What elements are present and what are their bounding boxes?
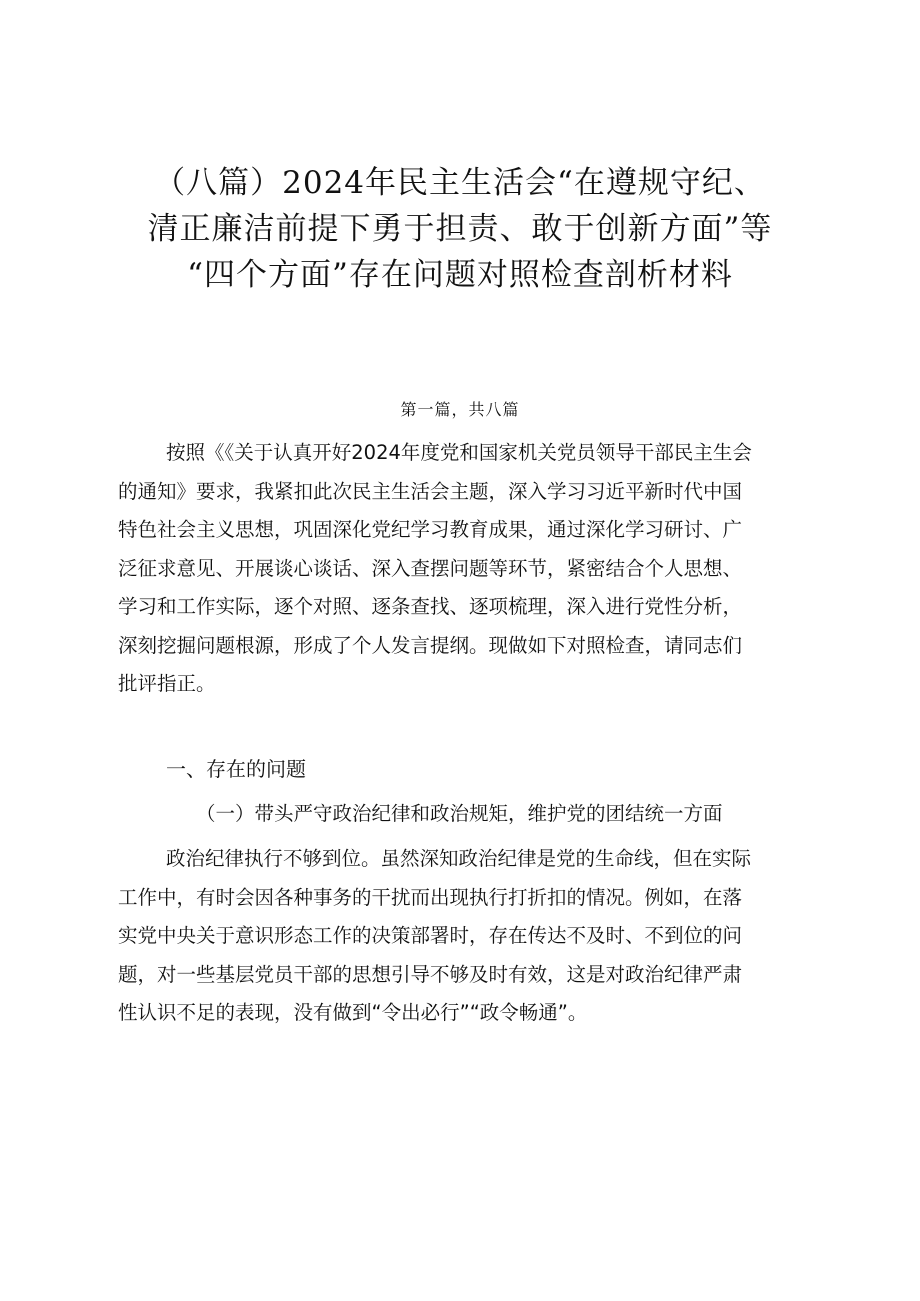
- title-line-1: （八篇）2024年民主生活会“在遵规守纪、: [154, 165, 766, 201]
- problem-paragraph: [118, 840, 813, 1033]
- paragraph-line: 实党中央关于意识形态工作的决策部署时，存在传达不及时、不到位的问: [118, 924, 743, 947]
- paragraph-line: 按照《《关于认真开好2024年度党和国家机关党员领导干部民主生会: [166, 441, 752, 464]
- paragraph-line: 题，对一些基层党员干部的思想引导不够及时有效，这是对政治纪律严肃: [118, 962, 743, 986]
- paragraph-line: 政治纪律执行不够到位。虽然深知政治纪律是党的生命线，但在实际: [166, 847, 752, 870]
- paragraph-line: 批评指正。: [118, 672, 216, 695]
- paragraph-line: 的通知》要求，我紧扣此次民主生活会主题，深入学习习近平新时代中国: [118, 479, 743, 503]
- subsection-heading: （一）带头严守政治纪律和政治规矩，维护党的团结统一方面: [196, 802, 723, 825]
- part-indicator: 第一篇，共八篇: [400, 400, 520, 419]
- paragraph-line: 工作中，有时会因各种事务的干扰而出现执行打折扣的情况。例如，在落: [118, 885, 743, 909]
- paragraph-line: 泛征求意见、开展谈心谈话、深入查摆问题等环节，紧密结合个人思想、: [118, 556, 743, 580]
- title-line-2: 清正廉洁前提下勇于担责、敢于创新方面”等: [147, 211, 773, 247]
- title-line-3: “四个方面”存在问题对照检查剖析材料: [187, 257, 733, 293]
- paragraph-line: 特色社会主义思想，巩固深化党纪学习教育成果，通过深化学习研讨、广: [118, 518, 743, 541]
- intro-paragraph: [118, 434, 813, 704]
- paragraph-line: 深刻挖掘问题根源，形成了个人发言提纲。现做如下对照检查，请同志们: [118, 633, 743, 657]
- paragraph-line: 性认识不足的表现，没有做到“令出必行”“政令畅通”。: [118, 1001, 588, 1024]
- section-heading: 一、存在的问题: [166, 757, 306, 781]
- document-title: [110, 160, 810, 298]
- paragraph-line: 学习和工作实际，逐个对照、逐条查找、逐项梳理，深入进行党性分析，: [118, 595, 743, 618]
